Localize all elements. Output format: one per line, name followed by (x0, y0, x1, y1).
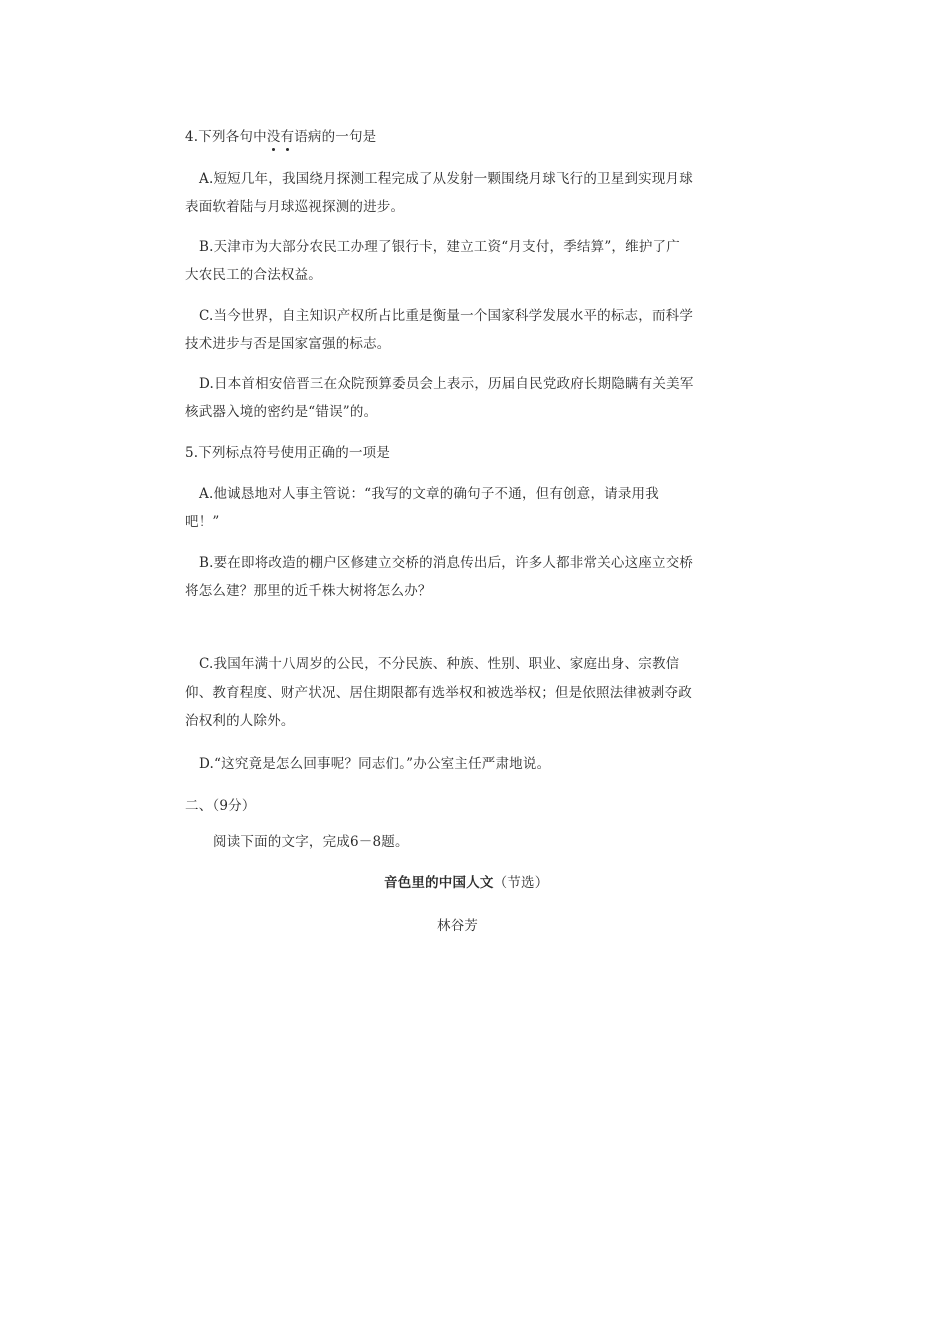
reading-instruction: 阅读下面的文字，完成6－8题。 (213, 834, 409, 850)
q4-option-d-line-1: D.日本首相安倍晋三在众院预算委员会上表示，历届自民党政府长期隐瞒有关美军 (199, 376, 694, 392)
question-5-stem: 5.下列标点符号使用正确的一项是 (185, 445, 391, 461)
q4-option-d-line-2: 核武器入境的密约是“错误”的。 (185, 404, 378, 420)
q5-option-a-line-1: A.他诚恳地对人事主管说：“我写的文章的确句子不通，但有创意，请录用我 (199, 486, 659, 502)
q5-option-c-line-1: C.我国年满十八周岁的公民，不分民族、种族、性别、职业、家庭出身、宗教信 (199, 656, 680, 672)
q4-option-a-line-2: 表面软着陆与月球巡视探测的进步。 (185, 199, 405, 215)
q5-option-d-line-1: D.“这究竟是怎么回事呢？同志们。”办公室主任严肃地说。 (199, 756, 551, 772)
article-title-note: （节选） (493, 875, 549, 891)
q5-option-c-line-2: 仰、教育程度、财产状况、居住期限都有选举权和被选举权；但是依照法律被剥夺政 (185, 685, 692, 701)
question-4-stem (185, 128, 376, 146)
q4-option-a-line-1: A.短短几年，我国绕月探测工程完成了从发射一颗围绕月球飞行的卫星到实现月球 (199, 171, 693, 187)
q4-stem-dot-char-2: 有 (280, 129, 295, 145)
article-title (384, 874, 548, 892)
q4-option-c-line-1: C.当今世界，自主知识产权所占比重是衡量一个国家科学发展水平的标志，而科学 (199, 308, 694, 324)
article-title-text: 音色里的中国人文 (384, 875, 494, 891)
q5-option-b-line-2: 将怎么建？那里的近千株大树将怎么办？ (185, 583, 432, 599)
q4-stem-suffix: 语病的一句是 (294, 129, 377, 145)
q4-option-b-line-1: B.天津市为大部分农民工办理了银行卡，建立工资“月支付，季结算”，维护了广 (199, 239, 680, 255)
emphasis-char-2 (280, 128, 294, 146)
article-author: 林谷芳 (437, 918, 479, 934)
q4-stem-prefix: 4.下列各句中 (185, 129, 267, 145)
q5-option-a-line-2: 吧！” (185, 514, 220, 530)
emphasis-dot (272, 148, 275, 151)
q5-option-c-line-3: 治权利的人除外。 (185, 713, 295, 729)
q4-stem-dot-char-1: 没 (266, 129, 281, 145)
q5-option-b-line-1: B.要在即将改造的棚户区修建立交桥的消息传出后，许多人都非常关心这座立交桥 (199, 555, 694, 571)
q4-option-b-line-2: 大农民工的合法权益。 (185, 267, 322, 283)
emphasis-dot (286, 148, 289, 151)
q4-option-c-line-2: 技术进步与否是国家富强的标志。 (185, 336, 391, 352)
emphasis-char-1 (267, 128, 281, 146)
section-2-heading: 二、（9分） (185, 798, 256, 814)
